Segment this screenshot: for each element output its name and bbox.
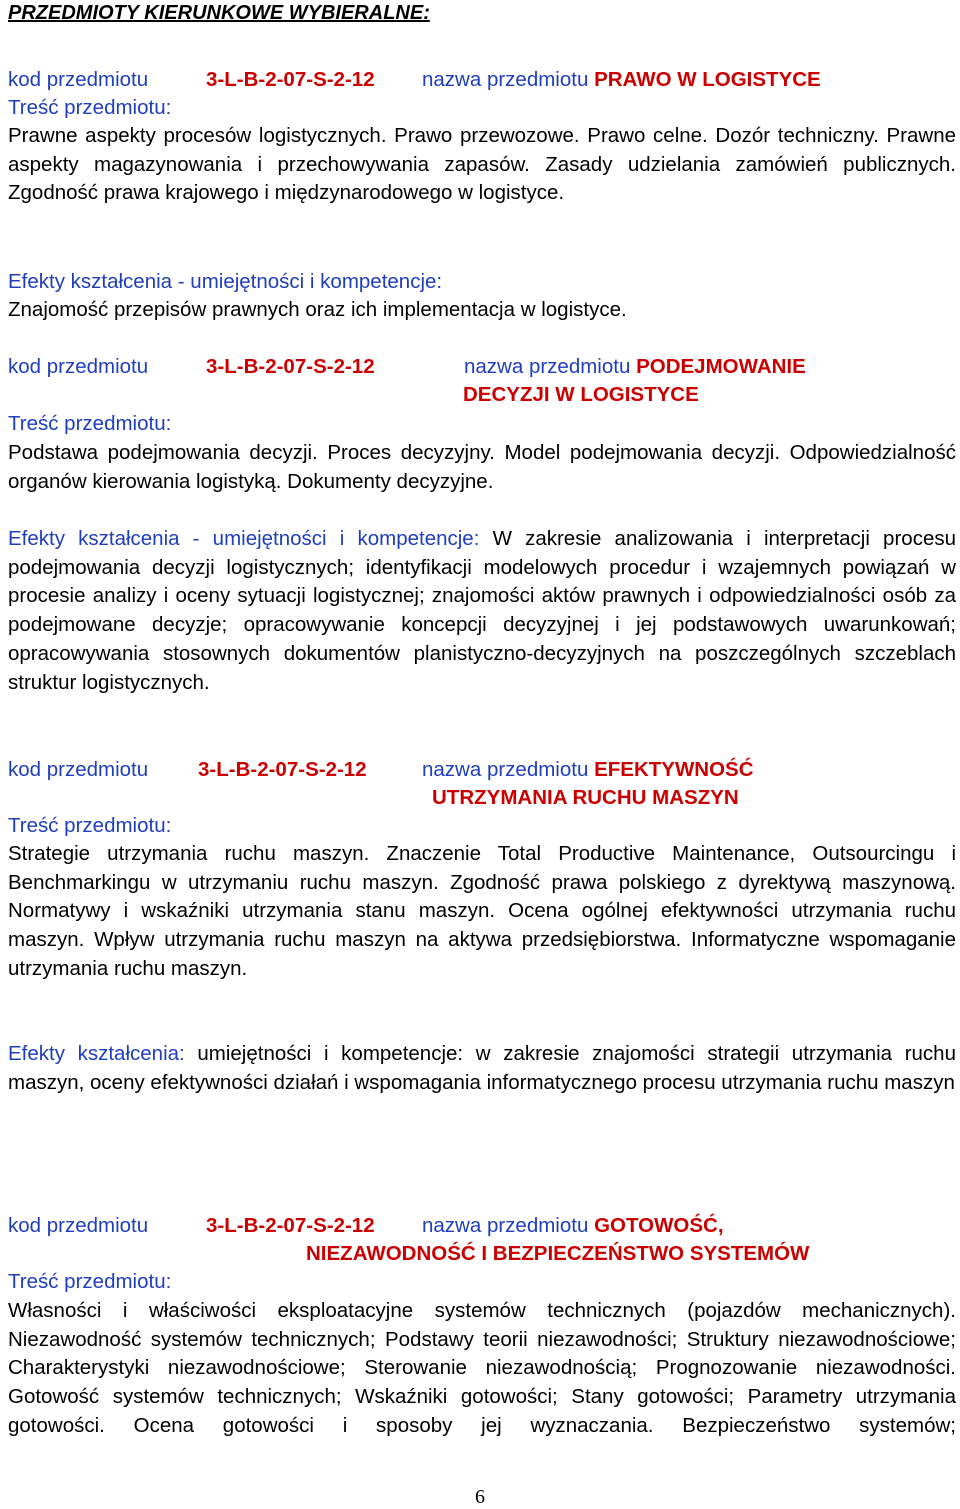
- course-4-header: kod przedmiotu: [8, 1214, 149, 1237]
- course-2-code: 3-L-B-2-07-S-2-12: [206, 355, 375, 378]
- course-1-code: 3-L-B-2-07-S-2-12: [206, 68, 375, 91]
- course-3-code: 3-L-B-2-07-S-2-12: [198, 758, 367, 781]
- course-3-effects-block: [8, 1040, 956, 1097]
- course-2-effects-block: [8, 525, 956, 697]
- course-4-name: nazwa przedmiotu GOTOWOŚĆ,: [422, 1214, 724, 1237]
- course-3-content: Strategie utrzymania ruchu maszyn. Znaczenie Total Productive Maintenance, Outsourcingu i Benchmarkingu w utrzymaniu ruchu maszyn. Zgodność prawa polskiego z dyrektywą maszynową. Normatywy i wskaźniki utrzymania stanu maszyn. Ocena ogólnej efektywności utrzymania ruchu maszyn. Wpływ utrzymania ruchu maszyn na aktywa przedsiębiorstwa. Informatyczne wspomaganie utrzymania ruchu maszyn.: [8, 842, 956, 980]
- course-1-name: nazwa przedmiotu PRAWO W LOGISTYCE: [422, 68, 821, 91]
- content-label: Treść przedmiotu:: [8, 1270, 172, 1293]
- content-label: Treść przedmiotu:: [8, 96, 172, 119]
- course-2-name-line2: DECYZJI W LOGISTYCE: [463, 383, 699, 406]
- content-label: Treść przedmiotu:: [8, 412, 172, 435]
- course-3-effects: umiejętności i kompetencje: w zakresie znajomości strategii utrzymania ruchu maszyn, oceny efektywności działań i wspomagania informatycznego procesu utrzymania ruchu maszyn: [8, 1042, 956, 1094]
- course-1-effects: Znajomość przepisów prawnych oraz ich implementacja w logistyce.: [8, 298, 627, 321]
- course-1-header: [8, 66, 148, 94]
- course-2-content: Podstawa podejmowania decyzji. Proces decyzyjny. Model podejmowania decyzji. Odpowiedzialność organów kierowania logistyką. Dokumenty decyzyjne.: [8, 441, 956, 493]
- course-3-name: nazwa przedmiotu EFEKTYWNOŚĆ: [422, 758, 754, 781]
- course-3-header: kod przedmiotu: [8, 758, 149, 781]
- course-2-header: kod przedmiotu: [8, 355, 149, 378]
- course-1-content: Prawne aspekty procesów logistycznych. Prawo przewozowe. Prawo celne. Dozór techniczny. Prawne aspekty magazynowania i przechowywania zapasów. Zasady udzielania zamówień publicznych. Zgodność prawa krajowego i międzynarodowego w logistyce.: [8, 124, 956, 205]
- course-2-effects: W zakresie analizowania i interpretacji procesu podejmowania decyzji logistycznych; identyfikacji modelowych procedur i wzajemnych powiązań w procesie analizy i oceny sytuacji logistycznej; znajomości aktów prawnych i odpowiedzialności osób za podejmowane decyzje; opracowywanie koncepcji decyzyjnej i jej podstawowych uwarunkowań; opracowywania stosownych dokumentów planistyczno-decyzyjnych na poszczególnych szczeblach struktur logistycznych.: [8, 527, 956, 694]
- code-label: kod przedmiotu: [8, 68, 149, 91]
- effects-label: Efekty kształcenia:: [8, 1042, 185, 1065]
- course-4-name-line2: NIEZAWODNOŚĆ I BEZPIECZEŃSTWO SYSTEMÓW: [306, 1242, 810, 1265]
- effects-label: Efekty kształcenia - umiejętności i kompetencje:: [8, 270, 443, 293]
- course-4-code: 3-L-B-2-07-S-2-12: [206, 1214, 375, 1237]
- content-label: Treść przedmiotu:: [8, 814, 172, 837]
- section-title: PRZEDMIOTY KIERUNKOWE WYBIERALNE:: [8, 2, 430, 24]
- page-number: 6: [475, 1486, 485, 1508]
- course-3-name-line2: UTRZYMANIA RUCHU MASZYN: [432, 786, 739, 809]
- effects-label: Efekty kształcenia - umiejętności i kompetencje:: [8, 527, 480, 550]
- course-2-name: nazwa przedmiotu PODEJMOWANIE: [464, 355, 806, 378]
- course-4-content: Własności i właściwości eksploatacyjne systemów technicznych (pojazdów mechanicznych). Niezawodność systemów technicznych; Podstawy teorii niezawodności; Struktury niezawodnościowe; Charakterystyki niezawodnościowe; Sterowanie niezawodnością; Prognozowanie niezawodności. Gotowość systemów technicznych; Wskaźniki gotowości; Stany gotowości; Parametry utrzymania gotowości. Ocena gotowości i sposoby jej wyznaczania. Bezpieczeństwo systemów;: [8, 1299, 956, 1437]
